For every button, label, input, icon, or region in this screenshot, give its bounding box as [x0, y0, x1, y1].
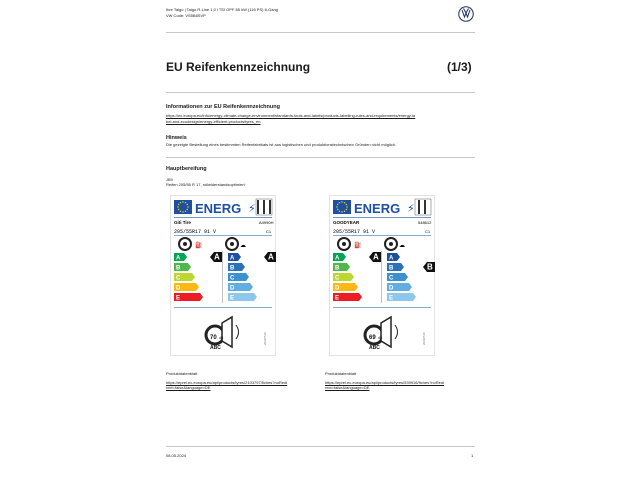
qr-cell — [269, 202, 271, 204]
qr-cell — [257, 208, 259, 210]
main-tire-heading: Hauptbereifung — [166, 166, 207, 172]
tyre-hub — [230, 242, 234, 246]
eu-star — [336, 206, 337, 207]
header-divider — [166, 32, 475, 33]
title-divider — [166, 92, 475, 93]
qr-cell — [269, 204, 271, 206]
blue-rule — [174, 307, 272, 308]
qr-cell — [418, 212, 420, 214]
eu-star — [185, 202, 186, 203]
wet-scale-letter: D — [230, 285, 235, 292]
scale-divider — [222, 251, 223, 303]
noise-db-unit: dB — [378, 336, 383, 340]
datasheet-url-line2[interactable]: rect=false&language=DE — [166, 385, 211, 390]
energy-word: ENERG — [195, 201, 242, 216]
fuel-scale-letter: C — [335, 275, 340, 282]
eu-star — [337, 204, 338, 205]
qr-cell — [257, 212, 259, 214]
wet-scale-letter: D — [389, 285, 394, 292]
vw-logo-icon — [458, 6, 474, 22]
side-code: 2020/740 — [263, 332, 267, 345]
qr-cell — [424, 208, 426, 210]
section-divider — [166, 157, 475, 158]
fuel-scale-letter: C — [176, 275, 181, 282]
qr-cell — [424, 204, 426, 206]
qr-cell — [263, 202, 265, 204]
qr-cell — [269, 206, 271, 208]
eu-star — [185, 211, 186, 212]
qr-cell — [418, 206, 420, 208]
rain-cloud-icon: ☁ — [240, 242, 246, 249]
qr-cell — [424, 206, 426, 208]
wet-scale-letter: E — [389, 295, 394, 302]
vehicle-line: Ihre Taigo | Taigo R-Line 1,0 l TSI OPF 85 kW (116 PS) 6-Gang — [166, 7, 278, 12]
noise-class-full: ABC — [210, 345, 221, 351]
plug-icon: ⚡ — [248, 202, 256, 215]
fuel-scale-letter: D — [335, 285, 340, 292]
qr-cell — [263, 206, 265, 208]
eu-star — [180, 211, 181, 212]
wet-scale-letter: E — [230, 295, 235, 302]
eu-star — [187, 209, 188, 210]
brand-name: Giti Tire — [174, 220, 191, 225]
qr-cell — [257, 206, 259, 208]
datasheet-heading: Produktdatenblatt — [325, 371, 357, 376]
tyre-label-graphic — [329, 195, 439, 360]
qr-cell — [257, 210, 259, 212]
speaker-icon — [222, 317, 232, 347]
wet-scale-letter: C — [230, 275, 235, 282]
eu-star — [344, 202, 345, 203]
eu-star — [187, 206, 188, 207]
tyre-hub — [389, 242, 393, 246]
qr-cell — [257, 200, 259, 202]
footer-page-number: 1 — [471, 453, 474, 458]
model-code: 548612 — [418, 220, 432, 225]
qr-cell — [269, 212, 271, 214]
fuel-scale-letter: A — [335, 255, 340, 262]
wet-scale-letter: A — [230, 255, 235, 262]
datasheet-heading: Produktdatenblatt — [166, 371, 198, 376]
eu-star — [178, 204, 179, 205]
wet-scale-letter: C — [389, 275, 394, 282]
fuel-pump-icon: ⛽ — [354, 242, 362, 249]
eu-star — [187, 204, 188, 205]
fuel-scale-letter: E — [335, 295, 340, 302]
main-tire-type: JBV — [166, 177, 174, 182]
tyre-size: 205/55R17 91 V — [174, 229, 217, 235]
qr-cell — [418, 208, 420, 210]
footer-divider — [166, 446, 475, 447]
scale-divider — [381, 251, 382, 303]
info-url-line1[interactable]: https://ec.europa.eu/info/energy-climate-change-environment/standards-tools-and-labels/products-labelling-rules-and-requirements/energy-la — [166, 113, 416, 118]
tyre-label-2 — [329, 195, 439, 365]
noise-db-value: 69 — [369, 335, 376, 341]
qr-cell — [424, 202, 426, 204]
tyre-size: 205/55R17 91 V — [333, 229, 376, 235]
fuel-scale-letter: B — [335, 265, 340, 272]
speaker-icon — [381, 317, 391, 347]
footer-date: 08.05.2024 — [166, 453, 187, 458]
blue-rule — [174, 217, 272, 218]
qr-cell — [418, 210, 420, 212]
eu-star — [337, 209, 338, 210]
fuel-class-value: A — [214, 252, 220, 262]
qr-cell — [269, 210, 271, 212]
qr-cell — [257, 204, 259, 206]
eu-star — [344, 211, 345, 212]
wet-scale-letter: B — [389, 265, 394, 272]
info-heading: Informationen zur EU Reifenkennzeichnung — [166, 104, 280, 110]
eu-star — [346, 209, 347, 210]
tyre-label-graphic — [170, 195, 280, 360]
eu-star — [180, 202, 181, 203]
fuel-class-value: A — [373, 252, 379, 262]
qr-code-icon — [415, 199, 431, 215]
qr-cell — [263, 200, 265, 202]
eu-star — [339, 211, 340, 212]
qr-cell — [263, 204, 265, 206]
datasheet-url-line2[interactable]: rect=false&language=DE — [325, 385, 370, 390]
side-code: 2020/740 — [422, 332, 426, 345]
plug-icon: ⚡ — [407, 202, 415, 215]
qr-cell — [263, 208, 265, 210]
tyre-label-1 — [170, 195, 280, 365]
eu-star — [339, 202, 340, 203]
blue-rule — [333, 235, 431, 236]
eu-star — [182, 211, 183, 212]
fuel-scale-letter: B — [176, 265, 181, 272]
qr-cell — [418, 204, 420, 206]
wet-class-value: A — [268, 252, 274, 262]
wet-scale-letter: A — [389, 255, 394, 262]
blue-rule — [333, 217, 431, 218]
datasheet-url-line1[interactable]: https://eprel.ec.europa.eu/api/products/tyres/539916/fiches?noRedi — [325, 380, 444, 385]
brand-name: GOODYEAR — [333, 220, 360, 225]
qr-cell — [424, 210, 426, 212]
vw-code: VW Code: VS5B8SVP — [166, 13, 206, 18]
eu-star — [178, 209, 179, 210]
qr-cell — [263, 210, 265, 212]
qr-cell — [424, 212, 426, 214]
tyre-class: C1 — [425, 229, 431, 234]
tyre-hub — [183, 242, 187, 246]
info-url-line2[interactable]: bel-and-ecodesign/energy-efficient-products/tyres_en — [166, 119, 261, 124]
eu-star — [346, 204, 347, 205]
energy-word: ENERG — [354, 201, 401, 216]
noise-db-value: 70 — [210, 335, 217, 341]
blue-rule — [333, 307, 431, 308]
eu-star — [341, 201, 342, 202]
eu-star — [182, 201, 183, 202]
noise-db-unit: dB — [219, 336, 224, 340]
page-indicator: (1/3) — [447, 60, 472, 74]
noise-class-full: ABC — [369, 345, 380, 351]
qr-cell — [418, 202, 420, 204]
fuel-pump-icon: ⛽ — [195, 242, 203, 249]
qr-cell — [418, 200, 420, 202]
page-title: EU Reifenkennzeichnung — [166, 60, 311, 74]
qr-cell — [269, 208, 271, 210]
eu-star — [177, 206, 178, 207]
qr-cell — [257, 202, 259, 204]
qr-cell — [424, 200, 426, 202]
eu-star — [346, 206, 347, 207]
wet-scale-letter: B — [230, 265, 235, 272]
datasheet-url-line1[interactable]: https://eprel.ec.europa.eu/api/products/tyres/2103797/fiches?noRedi — [166, 380, 288, 385]
wet-class-value: B — [427, 262, 433, 272]
tyre-hub — [342, 242, 346, 246]
fuel-scale-letter: D — [176, 285, 181, 292]
main-tire-description: Reifen 205/55 R 17, rollwiderstandsoptimiert — [166, 182, 245, 187]
blue-rule — [174, 235, 272, 236]
tyre-class: C1 — [266, 229, 272, 234]
eu-star — [341, 211, 342, 212]
qr-cell — [263, 212, 265, 214]
fuel-scale-letter: A — [176, 255, 181, 262]
fuel-scale-letter: E — [176, 295, 181, 302]
rain-cloud-icon: ☁ — [399, 242, 405, 249]
hint-heading: Hinweis — [166, 135, 187, 141]
model-code: A4990H — [259, 220, 274, 225]
qr-cell — [269, 200, 271, 202]
hint-text: Die gezeigte Bestellung eines bestimmten Reifenfabrikats ist aus logistischen und produktionstechnischen Gründen nicht möglich. — [166, 142, 397, 147]
